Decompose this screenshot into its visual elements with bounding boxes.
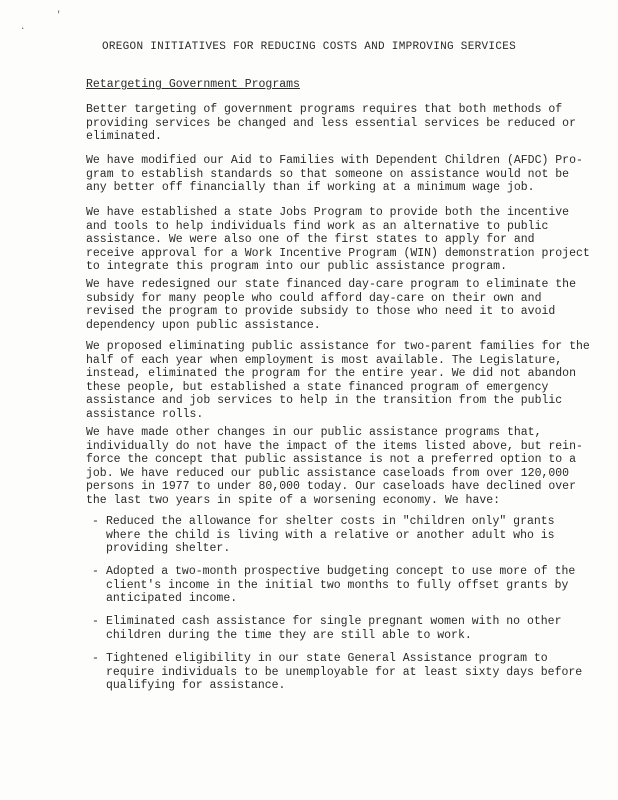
paragraph-line: instead, eliminated the program for the entire year. We did not abandon <box>86 367 576 381</box>
paragraph-line: any better off financially than if working at a minimum wage job. <box>86 181 535 195</box>
bullet-line: Tightened eligibility in our state General Assistance program to <box>106 652 548 665</box>
paragraph-line: receive approval for a Work Incentive Program (WIN) demonstration project <box>86 246 590 260</box>
bullet-marker: - <box>92 565 99 578</box>
paragraph-line: We proposed eliminating public assistance for two-parent families for the <box>86 340 590 353</box>
bullet-line: client's income in the initial two months to fully offset grants by <box>106 578 569 592</box>
paragraph-line: force the concept that public assistance is not a preferred option to a <box>86 453 576 467</box>
paragraph-line: subsidy for many people who could afford day-care on their own and <box>86 291 542 305</box>
paragraph-line: eliminated. <box>86 130 162 144</box>
paragraph <box>86 103 576 144</box>
paragraph <box>86 426 583 508</box>
bullet-line: Adopted a two-month prospective budgeting concept to use more of the <box>106 565 576 578</box>
paragraph <box>86 154 583 195</box>
paragraph-line: job. We have reduced our public assistance caseloads from over 120,000 <box>86 466 570 480</box>
paragraph-line: We have modified our Aid to Families with Dependent Children (AFDC) Pro- <box>86 154 583 167</box>
paragraph-line: assistance rolls. <box>86 407 204 421</box>
bullet-line: where the child is living with a relative or another adult who is <box>106 528 555 542</box>
bullet-marker: - <box>92 615 99 628</box>
paragraph-line: assistance and job services to help in the transition from the public <box>86 394 563 408</box>
paragraph-line: persons in 1977 to under 80,000 today. Our caseloads have declined over <box>86 480 576 494</box>
scan-speck: . <box>20 22 26 32</box>
paragraph-line: individually do not have the impact of the items listed above, but rein- <box>86 439 583 453</box>
paragraph-line: Better targeting of government programs requires that both methods of <box>86 103 563 116</box>
document-title: OREGON INITIATIVES FOR REDUCING COSTS AND IMPROVING SERVICES <box>101 41 517 53</box>
bullet-line: Reduced the allowance for shelter costs in "children only" grants <box>106 515 555 528</box>
scan-speck: ' <box>56 10 62 20</box>
paragraph-line: to integrate this program into our public assistance program. <box>86 260 507 274</box>
paragraph <box>86 278 576 332</box>
paragraph-line: these people, but established a state financed program of emergency <box>86 380 549 394</box>
paragraph-line: assistance. We were also one of the first states to apply for and <box>86 233 535 247</box>
bullet-line: Eliminated cash assistance for single pregnant women with no other <box>106 615 562 628</box>
paragraph-line: gram to establish standards so that someone on assistance would not be <box>86 167 570 181</box>
paragraph-line: the last two years in spite of a worsening economy. We have: <box>86 493 501 507</box>
bullet-marker: - <box>92 515 99 528</box>
paragraph-line: We have redesigned our state financed day-care program to eliminate the <box>86 278 576 291</box>
bullet-line: anticipated income. <box>106 592 238 606</box>
paragraph-line: providing services be changed and less essential services be reduced or <box>86 116 576 130</box>
paragraph-line: We have made other changes in our public assistance programs that, <box>86 426 542 439</box>
paragraph-line: half of each year when employment is most available. The Legislature, <box>86 353 563 367</box>
paragraph-line: We have established a state Jobs Program to provide both the incentive <box>86 206 570 219</box>
bullet-line: qualifying for assistance. <box>106 679 286 693</box>
paragraph-line: dependency upon public assistance. <box>86 318 321 332</box>
paragraph <box>86 206 590 274</box>
paragraph <box>86 340 590 422</box>
paragraph-line: revised the program to provide subsidy to those who need it to avoid <box>86 305 556 319</box>
bullet-line: providing shelter. <box>106 542 231 556</box>
bullet-line: children during the time they are still able to work. <box>106 628 472 642</box>
paragraph-line: and tools to help individuals find work as an alternative to public <box>86 219 549 233</box>
section-heading: Retargeting Government Programs <box>86 78 300 91</box>
bullet-marker: - <box>92 652 99 665</box>
bullet-line: require individuals to be unemployable for at least sixty days before <box>106 665 583 679</box>
